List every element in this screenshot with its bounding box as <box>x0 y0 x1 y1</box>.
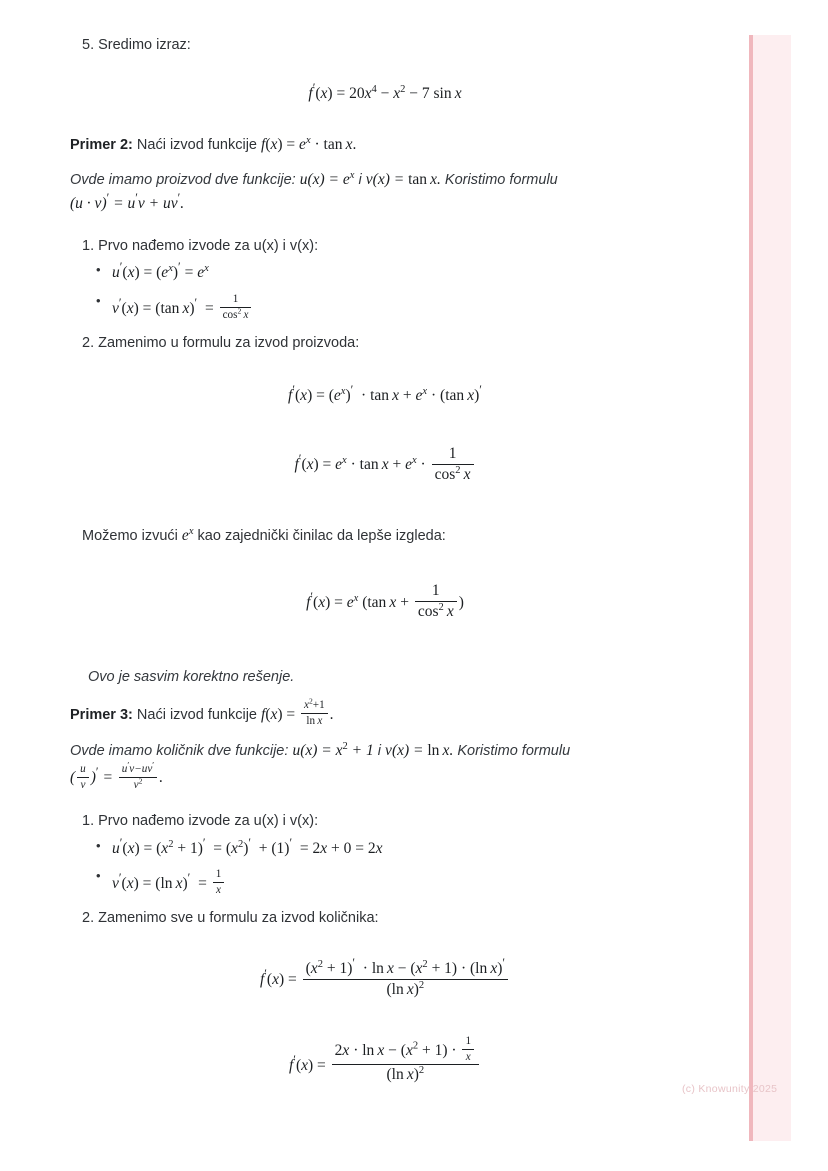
equation-factored-result: $f'(x) = e^x$ (tan x + $\frac{1}{\cos^2 x}$ ) <box>306 582 464 621</box>
primer-2-intro <box>70 168 700 216</box>
primer-3-u-prime: $u'(x) = (x^2 + 1)' = (x^2)' + (1)' = 2x + 0 = 2x$ <box>112 835 383 857</box>
primer-2-derivatives-list <box>70 262 700 321</box>
primer-2-step-3 <box>70 524 700 549</box>
primer-2-step-3-lead: Možemo izvući <box>82 527 178 544</box>
primer-2-step-1 <box>70 235 700 258</box>
primer-2-label: Primer 2: <box>70 137 133 154</box>
watermark-copyright: (c) Knowunity 2025 <box>682 1083 778 1095</box>
primer-3-step-1 <box>70 810 700 833</box>
primer-2-u-def: $u(x) = e^x$ <box>299 170 355 189</box>
primer-2-u-prime: $u'(x) = (e^x)' = e^x$ <box>112 260 209 282</box>
step-5-sredimo-izraz <box>70 34 700 57</box>
primer-2-v-prime: v′(x) = (tan x)′ = $\frac{1}{\cos^2 x}$ <box>112 300 253 317</box>
primer-3-step-1-label: 1. Prvo nađemo izvode za u(x) i v(x): <box>82 813 319 830</box>
product-rule-formula: (u · v)′ = u′v + uv′. <box>70 191 185 213</box>
conjunction-i-2: i <box>377 742 382 759</box>
equation-product-rule-expanded: $f'(x) = e^x \cdot \tan x + e^x$ · $\frac{1}{\cos^2 x}$ <box>70 445 700 484</box>
equation-product-rule-applied: $f'(x) = (e^x)' \cdot \tan x + e^x \cdot (\tan$ x)′ <box>288 382 482 404</box>
primer-3-heading <box>70 696 700 728</box>
primer-2-statement-text: Naći izvod funkcije <box>136 137 257 154</box>
primer-3-intro-lead: Ovde imamo količnik dve funkcije: <box>70 742 289 759</box>
primer-2-function: $f(x) = e^x \cdot \tan x$. <box>261 135 357 154</box>
primer-3-v-prime: v′(x) = (ln x)′ = $\frac{1}{x}$ <box>112 875 226 892</box>
primer-2-step-3-tail: kao zajednički činilac da lepše izgleda: <box>197 527 446 544</box>
step-5-label: 5. Sredimo izraz: <box>82 37 191 53</box>
primer-3-statement-text: Naći izvod funkcije <box>136 706 257 723</box>
primer-3-derivatives-list <box>70 835 700 897</box>
primer-3-u-def: $u(x) = x^2 + 1$ <box>292 740 374 759</box>
primer-2-heading <box>70 133 700 157</box>
primer-3-intro <box>70 739 700 792</box>
primer-3-function: f(x) = $\frac{x^2+1}{\text{ln x}}$ . <box>261 696 334 727</box>
primer-3-step-2-label: 2. Zamenimo sve u formulu za izvod količnika: <box>82 909 379 926</box>
primer-2-step-1-label: 1. Prvo nađemo izvode za u(x) i v(x): <box>82 238 319 255</box>
primer-2-v-def: v(x) = tan x. <box>365 171 441 189</box>
equation-quotient-rule-simplified: f′(x) = $2x \cdot \ln x - (x^2 + 1)$ · $\frac{1}{x}$ (ln x)$^2$ <box>70 1035 700 1084</box>
equation-derivative-polynomial: $f'(x) = 20x^4 - x^2 - 7$ sin x <box>308 81 462 103</box>
primer-2-step-2-label: 2. Zamenimo u formulu za izvod proizvoda: <box>82 334 360 351</box>
decorative-side-band <box>749 35 791 1141</box>
primer-2-common-factor: $e^x$ <box>181 525 194 544</box>
primer-3-v-def: v(x) = ln x. <box>385 741 454 759</box>
equation-quotient-rule-applied: f′(x) = $\frac{(x^2 + 1)' \cdot \ln x - (x^2 + 1) \cdot (\ln x)'}{(\ln x)^2}$ <box>70 960 700 999</box>
primer-2-intro-lead: Ovde imamo proizvod dve funkcije: <box>70 172 296 189</box>
quotient-rule-formula: ( $\frac{u}{v}$ )′ = $\frac{u'v-uv'}{v^2}$ . <box>70 758 164 791</box>
conjunction-i-1: i <box>358 172 362 189</box>
list-item <box>112 262 700 284</box>
primer-2-step-2 <box>70 332 700 355</box>
primer-2-intro-tail: Koristimo formulu <box>444 172 558 189</box>
list-item <box>112 293 700 322</box>
decorative-side-rule <box>749 35 753 1141</box>
primer-3-intro-tail: Koristimo formulu <box>457 742 571 759</box>
primer-2-note: Ovo je sasvim korektno rešenje. <box>88 669 295 685</box>
primer-3-label: Primer 3: <box>70 706 133 723</box>
list-item <box>112 868 700 897</box>
primer-3-step-2 <box>70 907 700 930</box>
list-item <box>112 835 700 860</box>
